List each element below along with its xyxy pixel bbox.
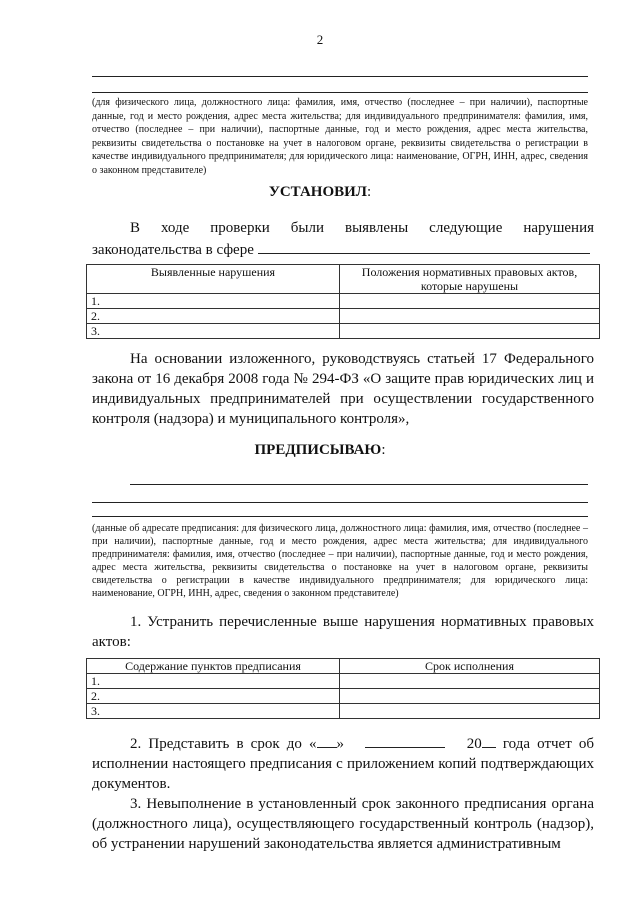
word: были	[290, 220, 324, 236]
word: выявлены	[344, 220, 409, 236]
word: следующие	[429, 220, 503, 236]
year-prefix: 20	[466, 736, 482, 752]
year-blank	[482, 733, 496, 748]
fill-line	[92, 76, 588, 77]
subject-caption: (для физического лица, должностного лица: фамилия, имя, отчество (последнее – при наличии), паспортные данные, год и место рождения, адрес места жительства; для индивидуального предпринимателя: фамилия, имя, отчество (последнее – при наличии), паспортные данные, год и место рождения, адрес места жительства, реквизиты свидетельства о постановке на учет в налоговом органе, реквизиты свидетельства о регистрации в качестве индивидуального предпринимателя; для юридического лица: наименование, ОГРН, ИНН, адрес, сведения о законном представителе)	[92, 97, 588, 176]
sphere-blank	[258, 238, 590, 254]
table-cell: 2.	[87, 689, 340, 704]
violations-table	[86, 264, 600, 339]
table-cell: 3.	[87, 324, 340, 339]
table-row	[87, 324, 600, 339]
table-cell	[340, 704, 600, 719]
fill-line	[92, 92, 588, 93]
table-cell	[340, 689, 600, 704]
table-cell	[340, 309, 600, 324]
established-line-1	[92, 218, 594, 238]
table-cell: 2.	[87, 309, 340, 324]
table-cell: 1.	[87, 674, 340, 689]
table-header: Положения нормативных правовых актов, которые нарушены	[340, 265, 600, 294]
table-row	[87, 309, 600, 324]
table-cell	[340, 674, 600, 689]
prescription-table	[86, 658, 600, 719]
table-header-row	[87, 265, 600, 294]
word: проверки	[210, 220, 270, 236]
established-paragraph	[92, 218, 594, 260]
table-header: Срок исполнения	[340, 659, 600, 674]
day-blank	[317, 733, 337, 748]
table-row	[87, 674, 600, 689]
word: ходе	[161, 220, 190, 236]
item-2-quote: »	[336, 736, 345, 752]
table-cell	[340, 294, 600, 309]
item-2-prefix: 2. Представить в срок до «	[130, 736, 317, 752]
table-cell	[340, 324, 600, 339]
word: В	[130, 220, 141, 236]
table-cell: 1.	[87, 294, 340, 309]
table-cell: 3.	[87, 704, 340, 719]
item-3: 3. Невыполнение в установленный срок законного предписания органа (должностного лица), осуществляющего государственный контроль (надзор), об устранении нарушений законодательства является административным	[92, 796, 594, 852]
table-header-row	[87, 659, 600, 674]
table-header: Содержание пунктов предписания	[87, 659, 340, 674]
table-row	[87, 689, 600, 704]
table-row	[87, 294, 600, 309]
fill-line	[130, 484, 588, 485]
heading-colon: :	[381, 442, 386, 458]
table-row	[87, 704, 600, 719]
table-header: Выявленные нарушения	[87, 265, 340, 294]
sphere-label: законодательства в сфере	[92, 242, 254, 258]
heading-established-text: УСТАНОВИЛ	[268, 184, 367, 200]
heading-prescribe	[0, 442, 640, 459]
month-blank	[365, 733, 445, 748]
fill-line	[92, 516, 588, 517]
word: нарушения	[523, 220, 594, 236]
basis-paragraph: На основании изложенного, руководствуясь статьей 17 Федерального закона от 16 декабря 2008 года № 294-ФЗ «О защите прав юридических лиц и индивидуальных предпринимателей при осуществлении государственного контроля (надзора) и муниципального контроля»,	[92, 351, 594, 427]
item-2	[92, 733, 594, 794]
page-number: 2	[316, 32, 324, 47]
heading-established	[0, 184, 640, 201]
item-2-suffix: года отчет об исполнении настоящего предписания с приложением копий подтверждающих документов.	[92, 736, 595, 792]
heading-colon: :	[366, 184, 372, 200]
fill-line	[92, 502, 588, 503]
heading-prescribe-text: ПРЕДПИСЫВАЮ	[254, 442, 382, 458]
addressee-caption: (данные об адресате предписания: для физического лица, должностного лица: фамилия, имя, отчество (последнее – при наличии), паспортные данные, год и место рождения, адрес места жительства; для индивидуального предпринимателя: фамилия, имя, отчество (последнее – при наличии), паспортные данные, год и место рождения, адрес места жительства, реквизиты свидетельства о постановке на учет в налоговом органе, реквизиты свидетельства о регистрации в качестве индивидуального предпринимателя; для юридического лица: наименование, ОГРН, ИНН, адрес, сведения о законном представителе)	[92, 523, 588, 599]
item-1: 1. Устранить перечисленные выше нарушения нормативных правовых актов:	[92, 614, 594, 650]
established-line-2	[92, 238, 594, 260]
